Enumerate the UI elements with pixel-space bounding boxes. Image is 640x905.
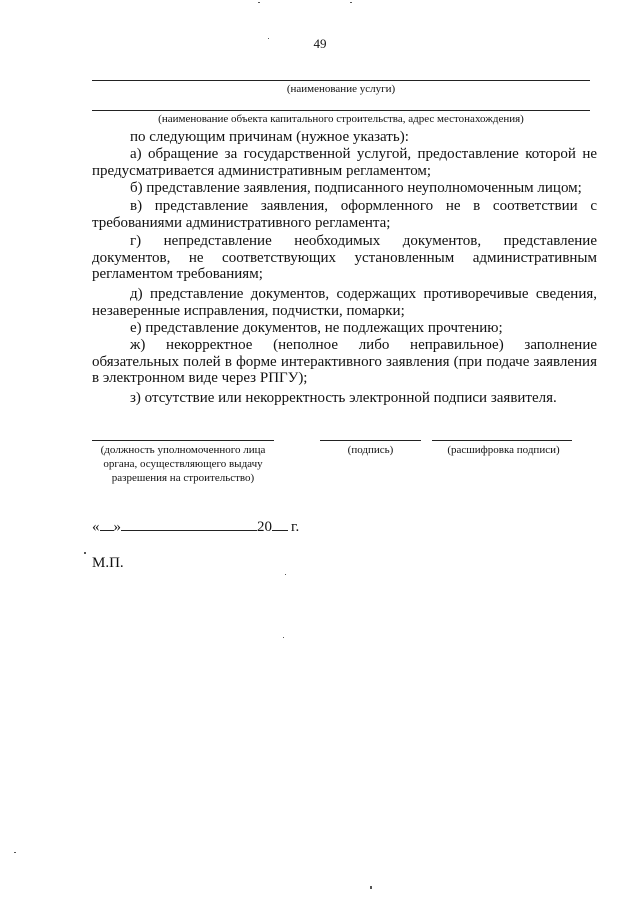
object-name-line [92,110,590,111]
object-name-caption: (наименование объекта капитального строительства, адрес местонахождения) [158,113,524,125]
reason-d: д) представление документов, содержащих противоречивые сведения, незаверенные исправления, подчистки, помарки; [92,286,597,319]
reason-g: г) непредставление необходимых документов, представление документов, не соответствующих установленным административным регламентом требованиям; [92,233,597,282]
reason-e: е) представление документов, не подлежащих прочтению; [130,320,503,336]
scan-speck [350,2,352,3]
date-close-quote: » [113,519,121,535]
decoding-line [432,440,572,441]
year-prefix: 20 [257,519,272,535]
stamp-place: М.П. [92,555,124,571]
scan-speck [14,852,16,853]
year-blank [272,518,288,531]
reason-z: з) отсутствие или некорректность электронной подписи заявителя. [130,390,557,406]
signature-line [320,440,421,441]
scan-speck [283,637,284,638]
decoding-caption: (расшифровка подписи) [447,444,560,456]
month-blank [121,518,257,531]
scan-speck [84,552,86,554]
scan-speck [370,886,372,889]
reason-a: а) обращение за государственной услугой, предоставление которой не предусматривается административным регламентом; [92,146,597,179]
scan-speck [268,38,269,39]
reason-zh: ж) некорректное (неполное либо неправильное) заполнение обязательных полей в форме интерактивного заявления (при подаче заявления в электронном виде через РПГУ); [92,337,597,386]
reason-b: б) представление заявления, подписанного неуполномоченным лицом; [130,180,582,196]
page-number: 49 [313,36,327,51]
signature-caption: (подпись) [347,444,394,456]
position-line [92,440,274,441]
date-line [92,518,352,538]
reasons-intro: по следующим причинам (нужное указать): [130,129,409,145]
date-open-quote: « [92,519,100,535]
service-name-caption: (наименование услуги) [286,83,396,95]
year-suffix: г. [291,519,300,535]
reason-v: в) представление заявления, оформленного не в соответствии с требованиями административного регламента; [92,198,597,231]
service-name-line [92,80,590,81]
scan-speck [258,2,260,3]
position-caption: (должность уполномоченного лица органа, осуществляющего выдачу разрешения на строительство) [100,444,266,484]
scan-speck [285,574,286,575]
day-blank [100,518,114,531]
